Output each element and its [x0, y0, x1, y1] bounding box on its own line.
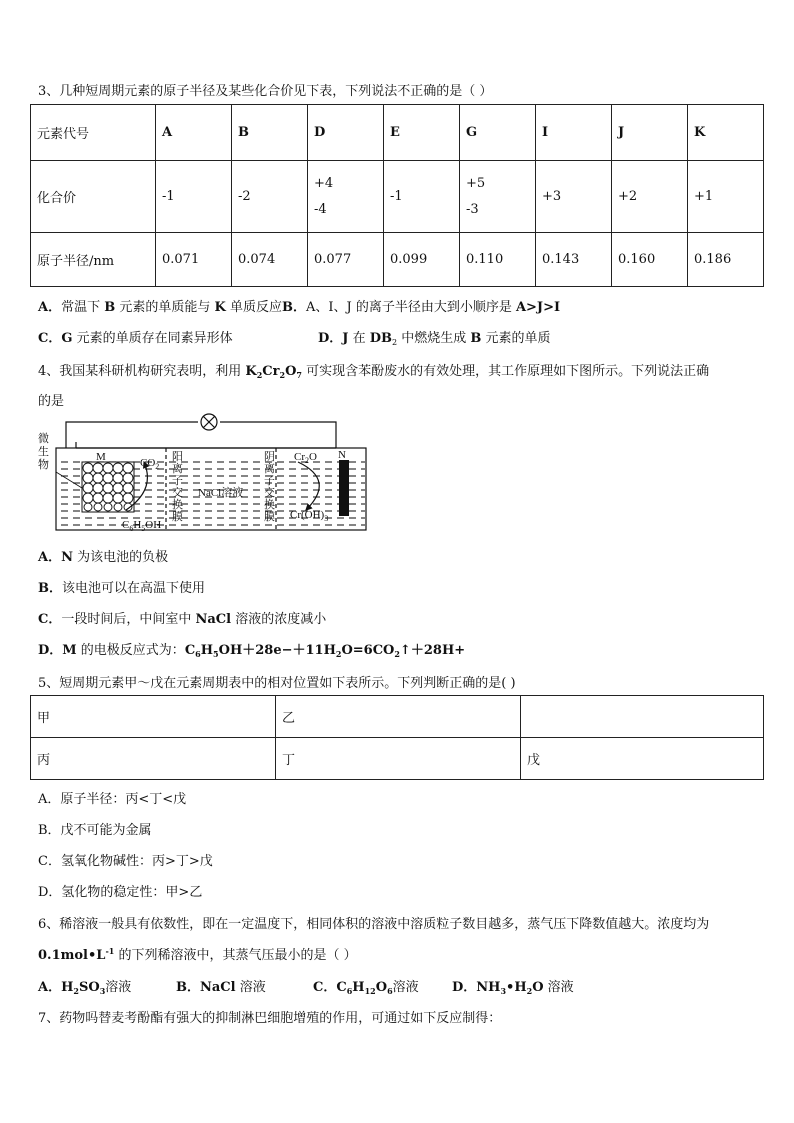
electrochemical-cell-diagram [36, 410, 376, 540]
electrode-m [82, 462, 134, 512]
q3-header-cell: G [460, 105, 536, 161]
q5-cell: 戊 [521, 738, 764, 780]
q5-cell: 丁 [276, 738, 521, 780]
q3-radius-cell: 0.099 [384, 233, 460, 287]
q3-header-cell: B [232, 105, 308, 161]
q3-radius-label: 原子半径/nm [31, 233, 156, 287]
q3-valence-cell: +5 -3 [460, 161, 536, 233]
q3-radius-cell: 0.074 [232, 233, 308, 287]
q3-header-cell: D [308, 105, 384, 161]
q3-radius-cell: 0.160 [612, 233, 688, 287]
nacl-label: NaCl溶液 [198, 487, 244, 499]
q3-option-a-b: A．常温下 B 元素的单质能与 K 单质反应B．A、I、J 的离子半径由大到小顺序是 A>J>I [38, 300, 561, 315]
chromium-hydroxide-label: $Cr(OH)_3$ [290, 509, 329, 523]
anion-membrane-label: 阴离子交换膜 [264, 451, 275, 523]
q5-cell: 丙 [31, 738, 276, 780]
q5-cell [521, 696, 764, 738]
q5-cell: 甲 [31, 696, 276, 738]
external-circuit [66, 422, 336, 448]
q3-header-cell: E [384, 105, 460, 161]
phenol-label: $C_6H_5OH$ [122, 519, 162, 533]
q3-header-cell: I [536, 105, 612, 161]
q6-option-a: A．$H_2SO_3$溶液 [38, 980, 132, 996]
dichromate-label: $Cr_2O$ [294, 451, 317, 465]
q3-radius-cell: 0.143 [536, 233, 612, 287]
q4-option-b: B．该电池可以在高温下使用 [38, 581, 206, 596]
q3-radius-cell: 0.186 [688, 233, 764, 287]
q3-option-d: D．J 在 $DB_2$ 中燃烧生成 B 元素的单质 [318, 331, 551, 347]
q6-option-c: C．$C_6H_{12}O_6$溶液 [313, 980, 419, 996]
q3-valence-label: 化合价 [31, 161, 156, 233]
cation-membrane-label: 阳离子交换膜 [172, 451, 183, 523]
q5-option-d: D．氢化物的稳定性：甲>乙 [38, 885, 203, 900]
q4-stem-end: 的是 [38, 394, 65, 409]
q5-option-a: A．原子半径：丙<丁<戊 [38, 792, 187, 807]
q7-stem: 7、药物吗替麦考酚酯有强大的抑制淋巴细胞增殖的作用，可通过如下反应制得： [38, 1011, 502, 1026]
q6-stem-2: $0.1mol•L^{-1}$ 的下列稀溶液中，其蒸气压最小的是（ ） [38, 946, 357, 963]
q5-option-c: C．氢氧化物碱性：丙>丁>戊 [38, 854, 213, 869]
microbe-label: 微生物 [38, 433, 49, 471]
q3-radius-cell: 0.077 [308, 233, 384, 287]
q6-option-d: D．$NH_3•H_2O$ 溶液 [452, 980, 574, 996]
q5-table [30, 695, 764, 780]
q3-stem: 3、几种短周期元素的原子半径及某些化合价见下表，下列说法不正确的是（ ） [38, 84, 493, 99]
q3-valence-cell: +3 [536, 161, 612, 233]
co2-label: $CO_2$ [140, 457, 160, 471]
q3-valence-cell: +4 -4 [308, 161, 384, 233]
q3-header-cell: K [688, 105, 764, 161]
q3-valence-cell: -1 [156, 161, 232, 233]
electrode-n [339, 460, 349, 516]
q4-option-d: D．M 的电极反应式为：$C_6H_5OH+28e-+11H_2O=6CO_2↑+28H+$ [38, 643, 466, 659]
q6-stem: 6、稀溶液一般具有依数性，即在一定温度下，相同体积的溶液中溶质粒子数目越多，蒸气压下降数值越大。浓度均为 [38, 917, 710, 932]
q3-valence-cell: +1 [688, 161, 764, 233]
n-label: N [338, 449, 346, 461]
m-label: M [96, 451, 106, 463]
q3-header-cell: A [156, 105, 232, 161]
q3-valence-cell: -1 [384, 161, 460, 233]
q3-table [30, 104, 764, 287]
q5-cell: 乙 [276, 696, 521, 738]
q3-radius-cell: 0.110 [460, 233, 536, 287]
q5-stem: 5、短周期元素甲～戊在元素周期表中的相对位置如下表所示。下列判断正确的是( ) [38, 676, 516, 691]
q5-option-b: B．戊不可能为金属 [38, 823, 152, 838]
q4-stem: 4、我国某科研机构研究表明，利用 $K_2Cr_2O_7$ 可实现含苯酚废水的有效处理，其工作原理如下图所示。下列说法正确 [38, 364, 710, 380]
q3-header-cell: J [612, 105, 688, 161]
q3-valence-cell: -2 [232, 161, 308, 233]
q3-header-label: 元素代号 [31, 105, 156, 161]
q3-radius-cell: 0.071 [156, 233, 232, 287]
q3-valence-cell: +2 [612, 161, 688, 233]
q3-option-c: C．G 元素的单质存在同素异形体 [38, 331, 233, 346]
q4-option-c: C．一段时间后，中间室中 NaCl 溶液的浓度减小 [38, 612, 327, 627]
q4-option-a: A．N 为该电池的负极 [38, 550, 169, 565]
lamp-icon [201, 414, 217, 430]
q6-option-b: B．NaCl 溶液 [176, 980, 266, 995]
